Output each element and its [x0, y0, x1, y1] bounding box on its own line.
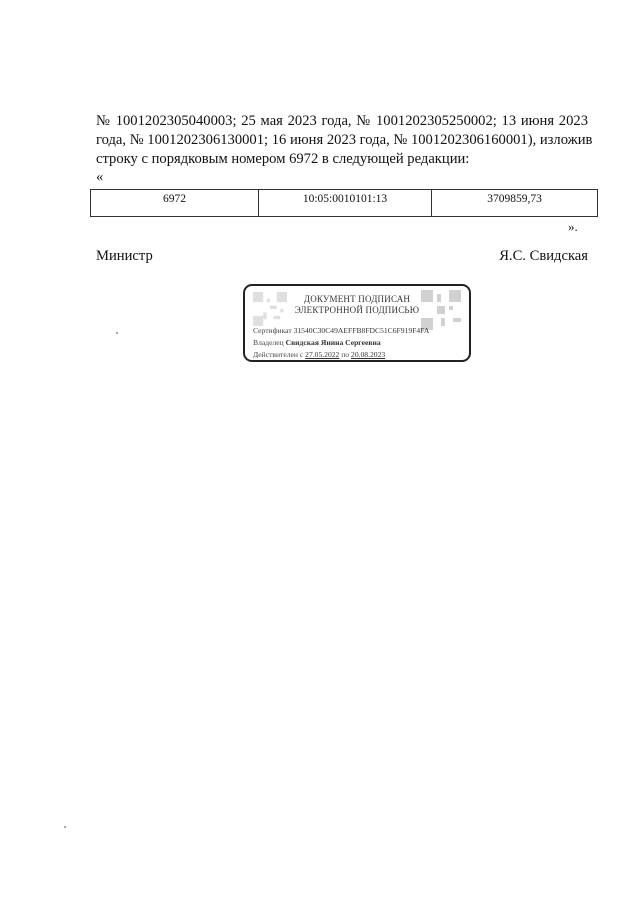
stamp-validity	[253, 350, 385, 359]
stamp-validity-from: 27.05.2022	[305, 350, 340, 359]
body-paragraph	[96, 112, 593, 169]
paragraph-line: № 1001202305040003; 25 мая 2023 года, № 1001202305250002; 13 июня 2023	[96, 113, 588, 129]
stamp-certificate	[253, 326, 429, 335]
stamp-owner-value: Свидская Янина Сергеевна	[285, 338, 381, 347]
stamp-validity-to: 20.08.2023	[351, 350, 386, 359]
scan-speck	[116, 332, 118, 334]
paragraph-line: года, № 1001202306130001; 16 июня 2023 года, № 1001202306160001), изложив	[96, 132, 593, 148]
stamp-title	[245, 294, 469, 316]
electronic-signature-stamp	[243, 284, 471, 362]
table-cell-cadastral: 10:05:0010101:13	[259, 190, 432, 217]
signature-role: Министр	[96, 248, 153, 264]
stamp-validity-to-prefix: по	[341, 350, 350, 359]
paragraph-line: строку с порядковым номером 6972 в следующей редакции:	[96, 151, 470, 167]
signature-name: Я.С. Свидская	[499, 248, 588, 264]
stamp-title-line: ДОКУМЕНТ ПОДПИСАН	[303, 294, 411, 304]
table-cell-number: 6972	[91, 190, 259, 217]
closing-quote: ».	[568, 219, 578, 234]
table-row	[91, 190, 598, 217]
stamp-validity-label: Действителен	[253, 350, 298, 359]
opening-quote: «	[96, 169, 104, 185]
stamp-owner	[253, 338, 381, 347]
data-table	[90, 189, 598, 217]
stamp-certificate-label: Сертификат	[253, 326, 292, 335]
stamp-validity-from-prefix: с	[299, 350, 304, 359]
table-cell-value: 3709859,73	[432, 190, 598, 217]
stamp-certificate-value: 31540C30C49AEFFB8FDC51C6F919F4FA	[293, 326, 430, 335]
scan-speck	[64, 826, 66, 828]
stamp-owner-label: Владелец	[253, 338, 284, 347]
stamp-title-line: ЭЛЕКТРОННОЙ ПОДПИСЬЮ	[294, 305, 420, 315]
